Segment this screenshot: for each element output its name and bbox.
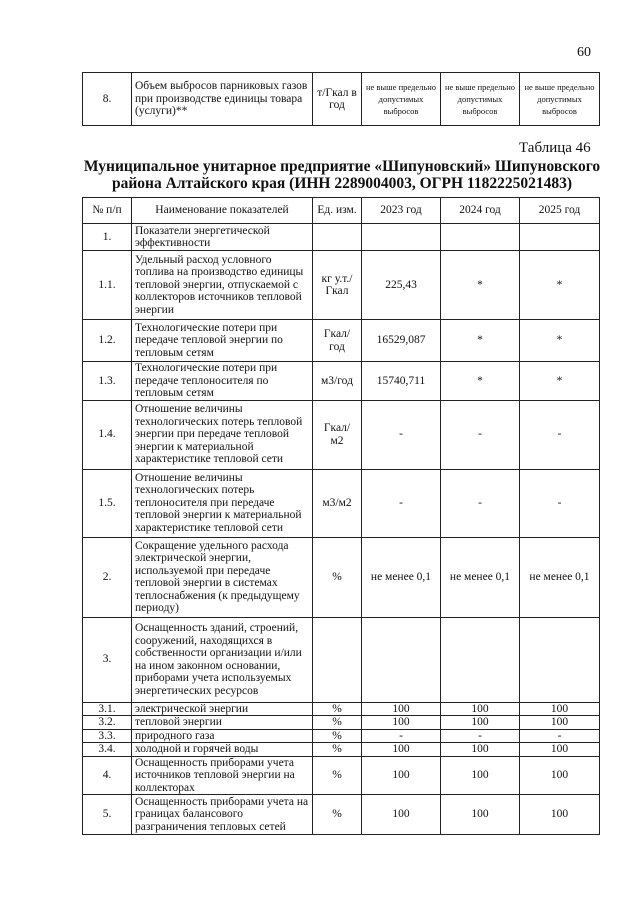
page-number: 60 xyxy=(577,45,591,60)
row-number: 3. xyxy=(83,617,132,702)
value-2023: - xyxy=(362,400,441,469)
value-2025: 100 xyxy=(520,716,600,730)
value-2024 xyxy=(441,224,520,251)
value-2025 xyxy=(520,224,600,251)
unit-cell: м3/м2 xyxy=(313,469,362,537)
header-row xyxy=(83,198,600,224)
table-row xyxy=(83,320,600,362)
value-2024 xyxy=(441,617,520,702)
value-2023: 100 xyxy=(362,756,441,795)
value-2025: * xyxy=(520,320,600,362)
value-2023: 100 xyxy=(362,702,441,716)
value-2024: не выше предельно допустимых выбросов xyxy=(441,73,520,126)
indicator-name: Объем выбросов парниковых газов при производстве единицы товара (услуги)** xyxy=(132,73,313,126)
header-num: № п/п xyxy=(83,198,132,224)
value-2025: не выше предельно допустимых выбросов xyxy=(520,73,600,126)
header-unit: Ед. изм. xyxy=(313,198,362,224)
value-2023: 100 xyxy=(362,716,441,730)
unit-cell: % xyxy=(313,743,362,757)
table-row xyxy=(83,743,600,757)
value-2023: не выше предельно допустимых выбросов xyxy=(362,73,441,126)
value-2024: 100 xyxy=(441,756,520,795)
value-2024: * xyxy=(441,362,520,401)
table-row xyxy=(83,716,600,730)
value-2023 xyxy=(362,617,441,702)
value-2023: 225,43 xyxy=(362,251,441,320)
value-2023: - xyxy=(362,729,441,743)
indicator-name: тепловой энергии xyxy=(132,716,313,730)
unit-cell: % xyxy=(313,729,362,743)
value-2025: - xyxy=(520,400,600,469)
value-2024: 100 xyxy=(441,716,520,730)
value-2023: 15740,711 xyxy=(362,362,441,401)
unit-cell: % xyxy=(313,756,362,795)
unit-cell: Гкал/ м2 xyxy=(313,400,362,469)
value-2024: - xyxy=(441,469,520,537)
unit-cell: Гкал/ год xyxy=(313,320,362,362)
indicator-name: электрической энергии xyxy=(132,702,313,716)
indicator-name: Отношение величины технологических потерь тепловой энергии при передаче тепловой энергии к материальной характеристике тепловой сети xyxy=(132,400,313,469)
table-row xyxy=(83,795,600,835)
table-row xyxy=(83,729,600,743)
unit-cell: кг у.т./ Гкал xyxy=(313,251,362,320)
indicators-table xyxy=(82,197,600,835)
value-2023: 100 xyxy=(362,795,441,835)
value-2025 xyxy=(520,617,600,702)
table-row xyxy=(83,617,600,702)
row-number: 3.2. xyxy=(83,716,132,730)
unit-cell: % xyxy=(313,795,362,835)
table-row xyxy=(83,73,600,126)
value-2024: не менее 0,1 xyxy=(441,537,520,617)
header-2023: 2023 год xyxy=(362,198,441,224)
value-2024: 100 xyxy=(441,795,520,835)
value-2025: - xyxy=(520,469,600,537)
value-2024: * xyxy=(441,251,520,320)
value-2025: 100 xyxy=(520,795,600,835)
table-row xyxy=(83,251,600,320)
table-label: Таблица 46 xyxy=(519,140,591,156)
row-number: 5. xyxy=(83,795,132,835)
value-2024: - xyxy=(441,729,520,743)
indicator-name: Показатели энергетической эффективности xyxy=(132,224,313,251)
row-number: 3.3. xyxy=(83,729,132,743)
value-2025: не менее 0,1 xyxy=(520,537,600,617)
table-row xyxy=(83,224,600,251)
unit-cell: % xyxy=(313,702,362,716)
row-number: 1.2. xyxy=(83,320,132,362)
unit-cell xyxy=(313,617,362,702)
value-2025: 100 xyxy=(520,743,600,757)
indicator-name: природного газа xyxy=(132,729,313,743)
header-2025: 2025 год xyxy=(520,198,600,224)
row-number: 1.5. xyxy=(83,469,132,537)
value-2023 xyxy=(362,224,441,251)
value-2025: * xyxy=(520,362,600,401)
table-row xyxy=(83,400,600,469)
table-row xyxy=(83,756,600,795)
table-row xyxy=(83,702,600,716)
value-2025: * xyxy=(520,251,600,320)
indicator-name: Оснащенность приборами учета на границах балансового разграничения тепловых сетей xyxy=(132,795,313,835)
table-row xyxy=(83,469,600,537)
row-number: 3.1. xyxy=(83,702,132,716)
unit-cell: % xyxy=(313,537,362,617)
indicator-name: Технологические потери при передаче теплоносителя по тепловым сетям xyxy=(132,362,313,401)
row-number: 1.4. xyxy=(83,400,132,469)
row-number: 1.3. xyxy=(83,362,132,401)
value-2023: - xyxy=(362,469,441,537)
table-row xyxy=(83,537,600,617)
table-row xyxy=(83,362,600,401)
value-2023: 16529,087 xyxy=(362,320,441,362)
row-number: 2. xyxy=(83,537,132,617)
value-2024: * xyxy=(441,320,520,362)
indicator-name: Оснащенность зданий, строений, сооружений, находящихся в собственности организации и/или на ином законном основании, приборами учета используемых энергетических ресурсов xyxy=(132,617,313,702)
row-number: 3.4. xyxy=(83,743,132,757)
indicator-name: холодной и горячей воды xyxy=(132,743,313,757)
unit-cell: % xyxy=(313,716,362,730)
indicator-name: Отношение величины технологических потерь теплоносителя при передаче тепловой энергии к материальной характеристике тепловой сети xyxy=(132,469,313,537)
indicator-name: Сокращение удельного расхода электрической энергии, используемой при передаче тепловой энергии в системах теплоснабжения (к предыдущему периоду) xyxy=(132,537,313,617)
row-number: 4. xyxy=(83,756,132,795)
header-name: Наименование показателей xyxy=(132,198,313,224)
value-2025: 100 xyxy=(520,702,600,716)
value-2025: - xyxy=(520,729,600,743)
indicator-name: Удельный расход условного топлива на производство единицы тепловой энергии, отпускаемой с коллекторов источников тепловой энергии xyxy=(132,251,313,320)
row-number: 1.1. xyxy=(83,251,132,320)
unit-cell xyxy=(313,224,362,251)
value-2024: 100 xyxy=(441,743,520,757)
indicator-name: Оснащенность приборами учета источников тепловой энергии на коллекторах xyxy=(132,756,313,795)
value-2023: не менее 0,1 xyxy=(362,537,441,617)
header-2024: 2024 год xyxy=(441,198,520,224)
value-2025: 100 xyxy=(520,756,600,795)
unit-cell: т/Гкал в год xyxy=(313,73,362,126)
value-2024: 100 xyxy=(441,702,520,716)
indicator-name: Технологические потери при передаче тепловой энергии по тепловым сетям xyxy=(132,320,313,362)
value-2023: 100 xyxy=(362,743,441,757)
unit-cell: м3/год xyxy=(313,362,362,401)
row-number: 1. xyxy=(83,224,132,251)
top-table xyxy=(82,72,600,126)
row-number: 8. xyxy=(83,73,132,126)
organization-heading: Муниципальное унитарное предприятие «Шипуновский» Шипуновского района Алтайского края (ИНН 2289004003, ОГРН 1182225021483) xyxy=(83,158,601,192)
value-2024: - xyxy=(441,400,520,469)
